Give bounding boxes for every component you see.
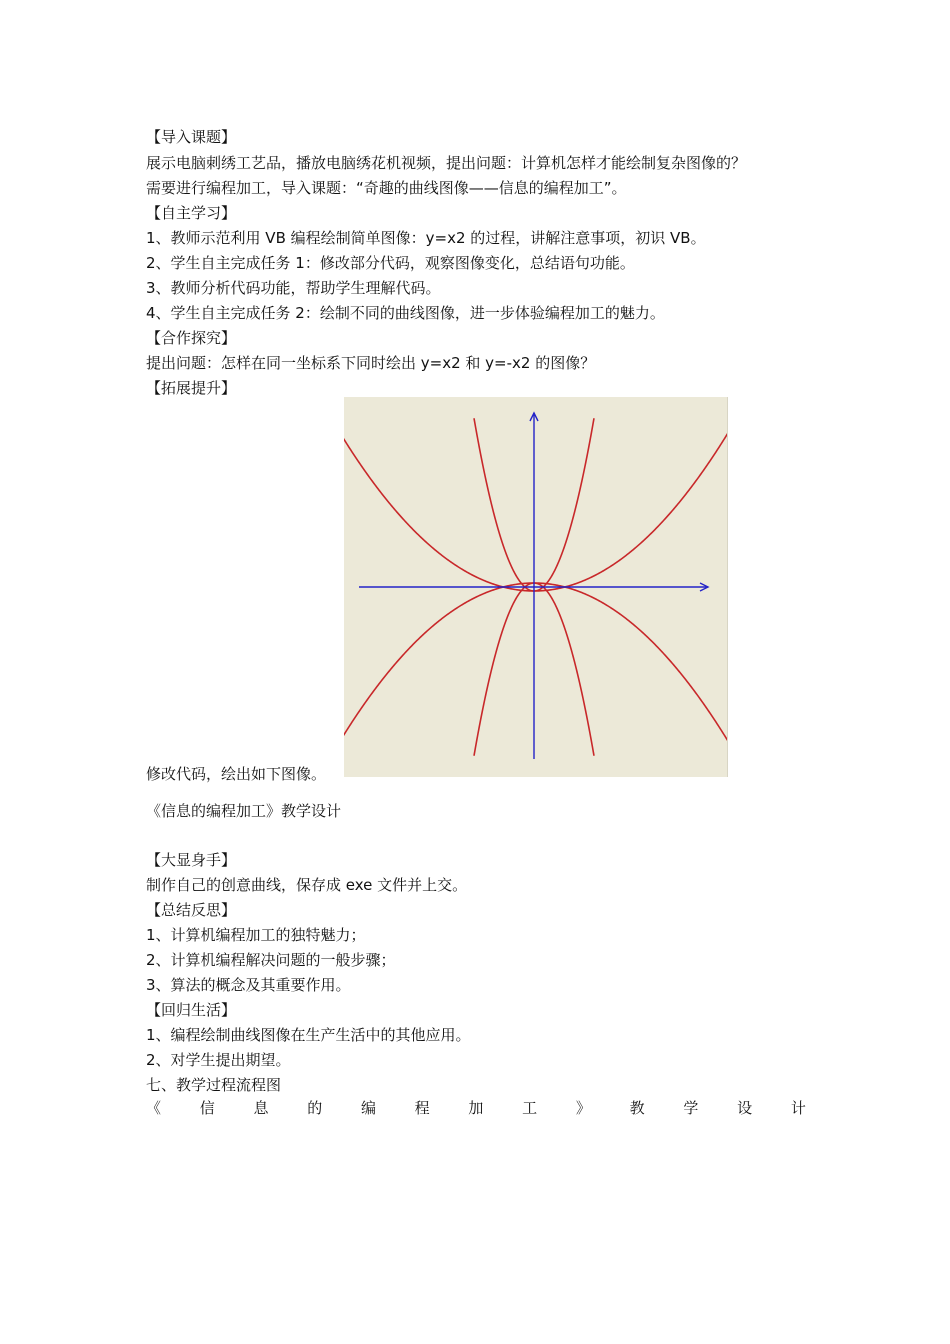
show-line-1: 制作自己的创意曲线，保存成 exe 文件并上交。 [146, 876, 468, 894]
self-study-line-2: 2、学生自主完成任务 1：修改部分代码，观察图像变化，总结语句功能。 [146, 254, 635, 272]
spaced-title-char: 息 [253, 1099, 269, 1117]
self-study-line-3: 3、教师分析代码功能，帮助学生理解代码。 [146, 279, 441, 297]
spaced-document-title [146, 1098, 806, 1118]
axes-group [359, 413, 708, 759]
intro-line-2: 需要进行编程加工，导入课题：“奇趣的曲线图像——信息的编程加工”。 [146, 179, 627, 197]
heading-summary: 【总结反思】 [146, 901, 237, 919]
spaced-title-char: 的 [307, 1099, 323, 1117]
heading-show: 【大显身手】 [146, 851, 237, 869]
curve-figure [344, 397, 728, 777]
spaced-title-char: 》 [575, 1099, 591, 1117]
cooperation-line-1: 提出问题：怎样在同一坐标系下同时绘出 y=x2 和 y=-x2 的图像？ [146, 354, 596, 372]
figure-caption: 修改代码，绘出如下图像。 [146, 765, 327, 783]
document-title: 《信息的编程加工》教学设计 [146, 802, 342, 820]
intro-line-1: 展示电脑刺绣工艺品，播放电脑绣花机视频，提出问题：计算机怎样才能绘制复杂图像的？ [146, 154, 747, 172]
heading-back-to-life: 【回归生活】 [146, 1001, 237, 1019]
spaced-title-char: 编 [360, 1099, 376, 1117]
back-to-life-line-2: 2、对学生提出期望。 [146, 1051, 291, 1069]
spaced-title-char: 设 [737, 1099, 753, 1117]
back-to-life-line-1: 1、编程绘制曲线图像在生产生活中的其他应用。 [146, 1026, 471, 1044]
spaced-title-char: 工 [522, 1099, 538, 1117]
summary-line-1: 1、计算机编程加工的独特魅力； [146, 926, 366, 944]
spaced-title-char: 学 [683, 1099, 699, 1117]
spaced-title-char: 信 [199, 1099, 215, 1117]
heading-intro: 【导入课题】 [146, 128, 237, 146]
curve-wide-up [344, 423, 727, 591]
flowchart-heading: 七、教学过程流程图 [146, 1076, 282, 1094]
curve-wide-down [344, 583, 727, 751]
spaced-title-char: 加 [468, 1099, 484, 1117]
summary-line-2: 2、计算机编程解决问题的一般步骤； [146, 951, 396, 969]
spaced-title-char: 教 [629, 1099, 645, 1117]
heading-self-study: 【自主学习】 [146, 204, 237, 222]
spaced-title-char: 计 [790, 1099, 806, 1117]
self-study-line-4: 4、学生自主完成任务 2：绘制不同的曲线图像，进一步体验编程加工的魅力。 [146, 304, 665, 322]
curve-figure-svg [344, 397, 727, 777]
self-study-line-1: 1、教师示范利用 VB 编程绘制简单图像：y=x2 的过程，讲解注意事项，初识 VB。 [146, 229, 706, 247]
heading-extension: 【拓展提升】 [146, 379, 237, 397]
spaced-title-char: 《 [146, 1099, 162, 1117]
spaced-title-char: 程 [414, 1099, 430, 1117]
heading-cooperation: 【合作探究】 [146, 329, 237, 347]
summary-line-3: 3、算法的概念及其重要作用。 [146, 976, 351, 994]
